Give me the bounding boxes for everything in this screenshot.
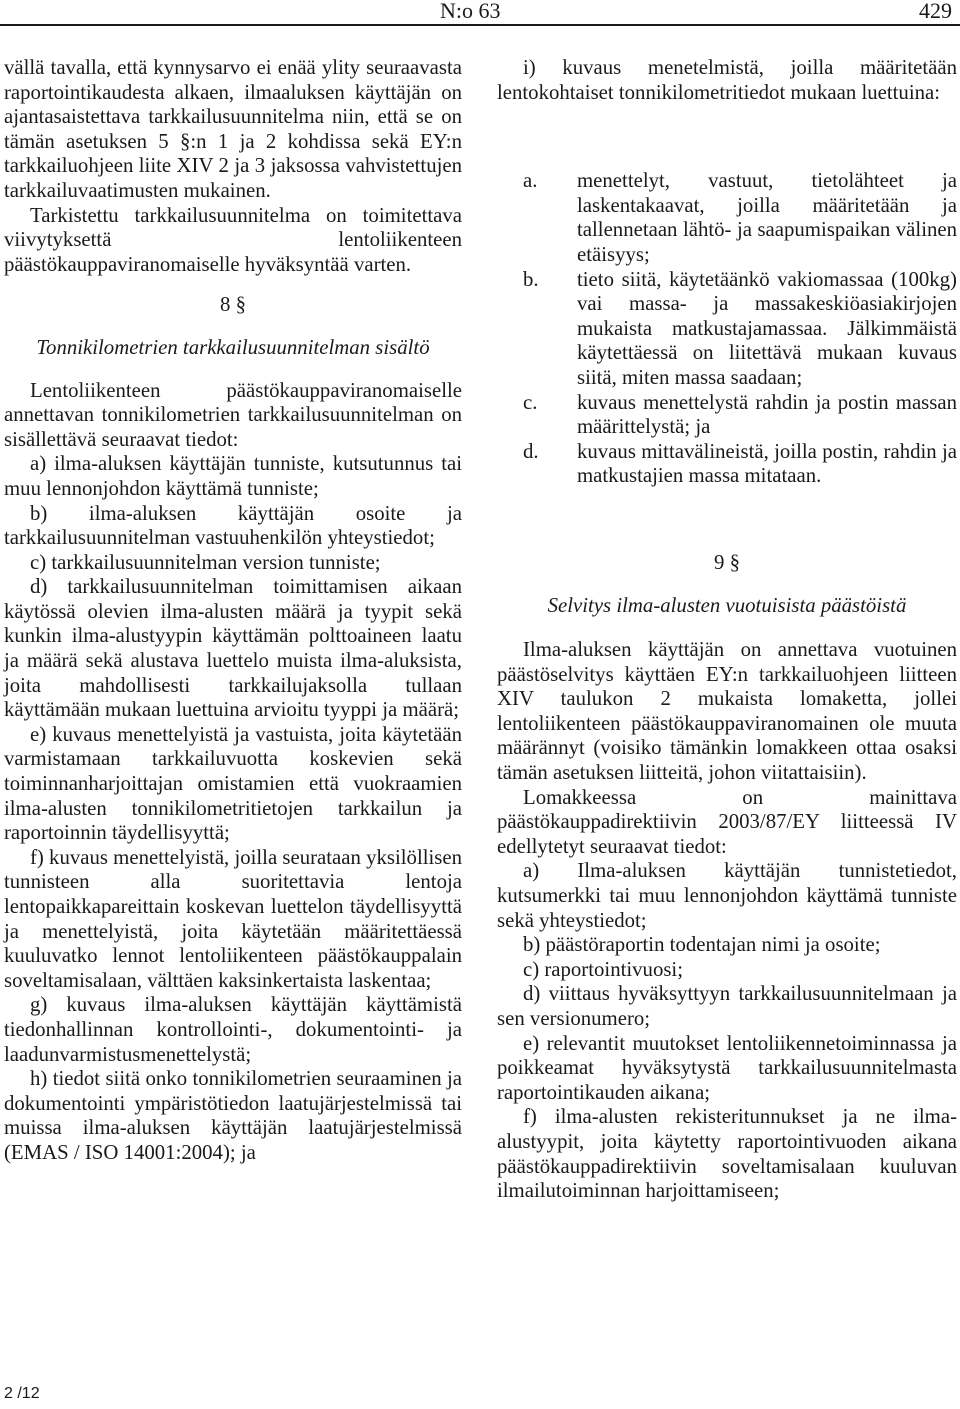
sublist xyxy=(497,169,957,489)
sublist-label: d. xyxy=(523,439,539,463)
issue-number: N:o 63 xyxy=(440,0,501,23)
sublist-text: menettelyt, vastuut, tietolähteet ja laskentakaavat, joilla määritetään ja tallennetaan lähtö- ja saapumispaikan välinen etäisyys; xyxy=(577,169,957,266)
page-footer: 2 /12 xyxy=(4,1385,40,1402)
section-intro: Lentoliikenteen päästökauppaviranomaiselle annettavan tonnikilometrien tarkkailusuunnitelman on sisällettävä seuraavat tiedot: xyxy=(4,378,462,451)
continued-paragraph: vällä tavalla, että kynnysarvo ei enää ylity seuraavasta raportointikaudesta alkaen, ilmaaluksen käyttäjän on ajantasaistettava tarkkailusuunnitelma niin, että se on tämän asetuksen 5 §:n 1 ja 2 kohdissa sekä EY:n tarkkailuohjeen liite XIV 2 ja 3 jaksossa vahvistettujen tarkkailuvaatimusten mukainen. xyxy=(4,56,462,202)
list-item: c) raportointivuosi; xyxy=(523,957,683,981)
paragraph: Lomakkeessa on mainittava päästökauppadirektiivin 2003/87/EY liitteessä IV edellytetyt seuraavat tiedot: xyxy=(497,785,957,858)
list-item: e) relevantit muutokset lentoliikennetoiminnassa ja poikkeamat hyväksytystä tarkkailusuunnitelmasta raportointikauden aikana; xyxy=(497,1031,957,1104)
list-item: e) kuvaus menettelyistä ja vastuista, joita käytetään varmistamaan tarkkailuvuotta koskevien sekä toiminnanharjoittajan omistamien että vuokraamien ilma-alusten tonnikilometritietojen tarkkailun ja raportoinnin täydellisyyttä; xyxy=(4,722,462,845)
sublist-item xyxy=(497,169,957,267)
sublist-label: a. xyxy=(523,169,538,193)
sublist-text: kuvaus mittavälineistä, joilla postin, rahdin ja matkustajien massa mitataan. xyxy=(577,439,957,488)
section-title: Selvitys ilma-alusten vuotuisista päästöistä xyxy=(547,593,907,617)
page-number: 429 xyxy=(919,0,952,23)
list-item: b) ilma-aluksen käyttäjän osoite ja tarkkailusuunnitelman vastuuhenkilön yhteystiedot; xyxy=(4,501,462,550)
sublist-item xyxy=(497,268,957,391)
section-number: 8 § xyxy=(220,293,246,317)
list-item-i: i) kuvaus menetelmistä, joilla määritetään lentokohtaiset tonnikilometritiedot mukaan luettuina: xyxy=(497,56,957,104)
sublist-label: c. xyxy=(523,390,538,414)
paragraph: Ilma-aluksen käyttäjän on annettava vuotuinen päästöselvitys käyttäen EY:n tarkkailuohjeen liitteen XIV taulukon 2 mukaista lomaketta, jollei lentoliikenteen päästökauppaviranomainen ole muuta määrännyt (voisiko tämänkin lomakkeen ottaa osaksi tämän asetuksen liitteitä, johon viitattaisiin). xyxy=(497,638,957,785)
list-item: f) ilma-alusten rekisteritunnukset ja ne ilma-alustyypit, joita käytetty raportointivuoden aikana päästökauppadirektiivin soveltamisalaan kuuluvan ilmailutoiminnan harjoittamiseen; xyxy=(497,1105,957,1203)
sublist-item xyxy=(497,440,957,489)
list-item: f) kuvaus menettelyistä, joilla seurataan yksilöllisen tunnisteen alla suoritettavia lentoja lentopaikkapareittain koskevan luettelon täydellisyyttä ja menettelyistä, joita käytetään määritettäessä kuuluvatko lennot lentoliikenteen päästökauppalain soveltamisalaan, välttäen kaksinkertaista laskentaa; xyxy=(4,845,463,992)
sublist-text: tieto siitä, käytetäänkö vakiomassaa (100kg) vai massa- ja massakeskiöasiakirjojen mukaista matkustajamassaa. Jälkimmäistä käytettäessä on liitettävä mukaan kuvaus siitä, miten massa saadaan; xyxy=(577,267,957,389)
page-header xyxy=(0,0,960,26)
list-item: b) päästöraportin todentajan nimi ja osoite; xyxy=(523,933,881,957)
list-item: a) ilma-aluksen käyttäjän tunniste, kutsutunnus tai muu lennonjohdon käyttämä tunniste; xyxy=(4,452,462,500)
list-item: g) kuvaus ilma-aluksen käyttäjän käyttämistä tiedonhallinnan kontrollointi-, dokumentointi- ja laadunvarmistusmenettelystä; xyxy=(4,993,462,1066)
list-item: h) tiedot siitä onko tonnikilometrien seuraaminen ja dokumentointi ympäristötiedon laatujärjestelmissä tai muissa ilma-aluksen käyttäjän laatujärjestelmissä (EMAS / ISO 14001:2004); ja xyxy=(4,1067,462,1164)
sublist-label: b. xyxy=(523,267,539,291)
list-item: a) Ilma-aluksen käyttäjän tunnistetiedot, kutsumerkki tai muu lennonjohdon käyttämä tunniste sekä yhteystiedot; xyxy=(497,859,957,932)
left-column xyxy=(4,56,462,1166)
list-item: d) viittaus hyväksyttyyn tarkkailusuunnitelmaan ja sen versionumero; xyxy=(497,982,957,1030)
right-column xyxy=(497,56,957,1204)
sublist-item xyxy=(497,391,957,440)
sublist-text: kuvaus menettelystä rahdin ja postin massan määrittelystä; ja xyxy=(577,390,957,439)
section-number: 9 § xyxy=(714,550,740,574)
list-item: d) tarkkailusuunnitelman toimittamisen aikaan käytössä olevien ilma-alusten määrä ja tyypit sekä kunkin ilma-alustyypin käyttämän polttoaineen laatu ja määrä sekä alustava luettelo muista ilma-aluksista, joita mahdollisesti tarkkailujaksolla tullaan käyttämään mukaan luettuina arvioitu tyyppi ja määrä; xyxy=(4,575,462,722)
section-title: Tonnikilometrien tarkkailusuunnitelman sisältö xyxy=(36,335,430,359)
paragraph: Tarkistettu tarkkailusuunnitelma on toimitettava viivytyksettä lentoliikenteen päästökauppaviranomaiselle hyväksyntää varten. xyxy=(4,203,462,276)
list-item: c) tarkkailusuunnitelman version tunniste; xyxy=(30,550,381,574)
